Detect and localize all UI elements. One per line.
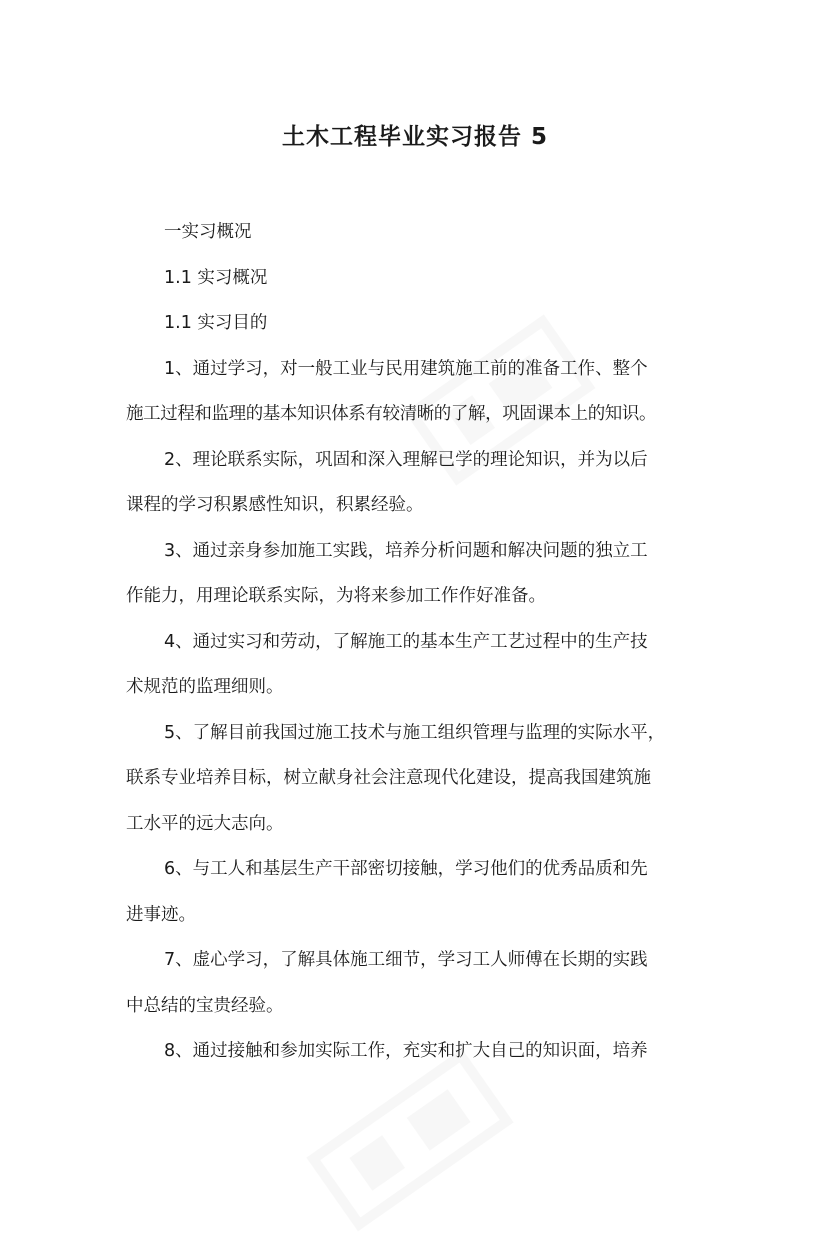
paragraph-line: 8、通过接触和参加实际工作，充实和扩大自己的知识面，培养: [164, 1041, 648, 1061]
paragraph-line: 进事迹。: [126, 904, 196, 925]
paragraph-line: 中总结的宝贵经验。: [126, 995, 284, 1016]
paragraph: [126, 711, 716, 848]
paragraph: [126, 847, 716, 938]
paragraph-line: 6、与工人和基层生产干部密切接触，学习他们的优秀品质和先: [164, 859, 648, 879]
paragraph-line: 作能力，用理论联系实际，为将来参加工作作好准备。: [126, 586, 546, 606]
paragraph: [126, 438, 716, 529]
paragraph-line: 课程的学习积累感性知识，积累经验。: [126, 495, 424, 515]
paragraph: [126, 620, 716, 711]
paragraph-line: 4、通过实习和劳动，了解施工的基本生产工艺过程中的生产技: [164, 631, 648, 652]
paragraph-line: 2、理论联系实际，巩固和深入理解已学的理论知识，并为以后: [164, 449, 648, 470]
document-body: [126, 210, 716, 1075]
paragraph-line: 3、通过亲身参加施工实践，培养分析问题和解决问题的独立工: [164, 540, 648, 561]
section-heading: 一实习概况: [164, 222, 252, 242]
paragraph: [126, 1029, 716, 1075]
document-title: 土木工程毕业实习报告 5: [281, 124, 548, 150]
paragraph-line: 工水平的远大志向。: [126, 813, 284, 834]
paragraph-line: 联系专业培养目标，树立献身社会注意现代化建设，提高我国建筑施: [126, 768, 651, 788]
paragraph-line: 术规范的监理细则。: [126, 677, 284, 697]
paragraph-line: 施工过程和监理的基本知识体系有较清晰的了解，巩固课本上的知识。: [126, 404, 657, 424]
paragraph-line: 7、虚心学习，了解具体施工细节，学习工人师傅在长期的实践: [164, 950, 648, 970]
paragraph-line: 5、了解目前我国过施工技术与施工组织管理与监理的实际水平，: [164, 722, 666, 743]
paragraph: [126, 347, 716, 438]
subsection-heading: 1.1 实习目的: [164, 313, 268, 333]
paragraph-line: 1、通过学习，对一般工业与民用建筑施工前的准备工作、整个: [164, 358, 648, 379]
paragraph: [126, 938, 716, 1029]
paragraph: [126, 529, 716, 620]
subsection-heading: 1.1 实习概况: [164, 267, 268, 288]
